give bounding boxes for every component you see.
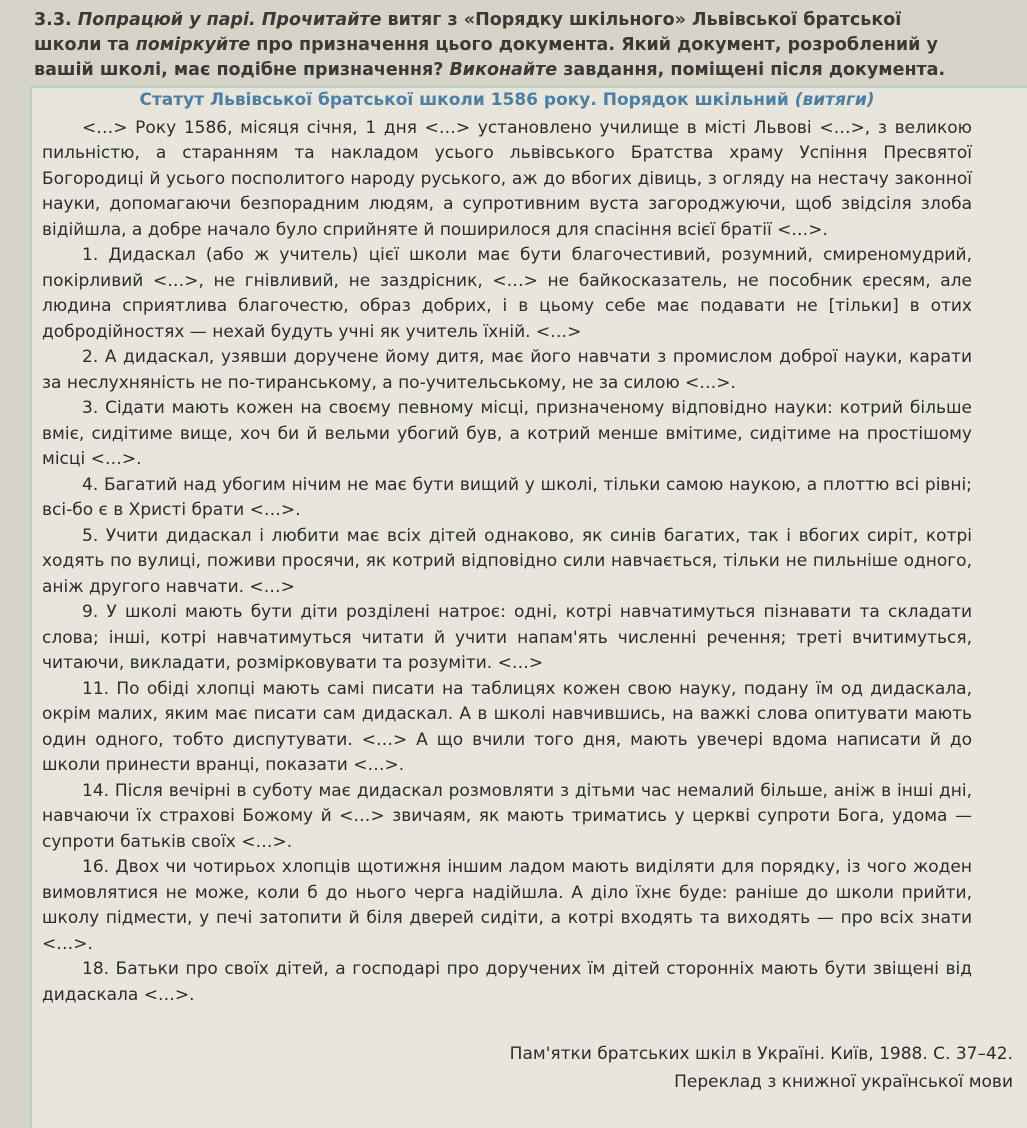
task-action-pair: Попрацюй у парі. xyxy=(77,10,256,30)
document-excerpt xyxy=(42,88,972,1008)
paragraph-rule-5: 5. Учити дидаскал і любити має всіх дітей однаково, як синів багатих, так і вбогих сиріт, котрі ходять по вулиці, поживи просячи, як котрий відповідно сили навчається, тільки не пильніше одного, аніж другого навчати. <…> xyxy=(42,525,972,597)
document-title-text: Статут Львівської братської школи 1586 року. Порядок шкільний xyxy=(139,90,789,110)
paragraph-intro: <…> Року 1586, місяця січня, 1 дня <…> установлено училище в місті Львові <…>, з великою пильністю, а старанням та накладом усього львівського Братства храму Успіння Пресвятої Богородиці й усього посполитого народу руського, аж до вбогих дівиць, з огляду на нестачу законної науки, допомагаючи безпорадним людям, а супротивним вуста загороджуючи, щоб звідсіля злоба відійшла, а добре начало було сприйняте й поширилося для спасіння всієї братії <…>. xyxy=(42,117,972,240)
document-title-note: (витяги) xyxy=(794,90,875,110)
paragraph-rule-14: 14. Після вечірні в суботу має дидаскал розмовляти з дітьми час немалий більше, аніж в інші дні, навчаючи їх страхові Божому й <…> звичаям, як мають триматись у церкві супроти Бога, удома — супроти батьків своїх <…>. xyxy=(42,780,972,852)
document-title xyxy=(42,88,972,114)
task-text-3: завдання, поміщені після документа. xyxy=(557,60,946,80)
task-action-do: Виконайте xyxy=(449,60,558,80)
paragraph-rule-18: 18. Батьки про своїх дітей, а господарі про доручених їм дітей сторонніх мають бути звіщені від дидаскала <…>. xyxy=(42,959,972,1005)
paragraph-rule-3: 3. Сідати мають кожен на своєму певному місці, призначеному відповідно науки: котрий більше вміє, сидітиме вище, хоч би й вельми убогий був, а котрий менше вмітиме, сидітиме на простішому місці <…>. xyxy=(42,398,972,469)
task-text-1: витяг з «Порядку шкільного» Львівської братської школи та xyxy=(34,10,902,55)
task-prompt xyxy=(34,8,954,83)
paragraph-rule-16: 16. Двох чи чотирьох хлопців щотижня іншим ладом мають виділяти для порядку, із чого жоден вимовлятися не може, коли б до нього черга надійшла. А діло їхнє буде: раніше до школи прийти, школу підмести, у печі затопити й біля дверей сидіти, а котрі входять та виходять — про всіх знати <…>. xyxy=(42,857,972,954)
paragraph-rule-1: 1. Дидаскал (або ж учитель) цієї школи має бути благочестивий, розумний, смиреномудрий, покірливий <…>, не гнівливий, не заздрісник, <…> не байкосказатель, не пособник єресям, але людина сприятлива благочестю, образ добрих, і в цьому себе має подавати не [тільки] в отих добродійностях — нехай будуть учні як учитель їхній. <…> xyxy=(42,245,972,342)
task-number: 3.3. xyxy=(34,10,72,30)
task-action-think: поміркуйте xyxy=(135,35,251,55)
source-reference: Пам'ятки братських шкіл в Україні. Київ, 1988. С. 37–42. xyxy=(509,1044,1013,1064)
paragraph-rule-11: 11. По обіді хлопці мають самі писати на таблицях кожен свою науку, подану їм од дидаскала, окрім малих, яким має писати сам дидаскал. А в школі навчившись, на важкі слова опитувати мають один одного, тобто диспутувати. <…> А що вчили того дня, мають увечері вдома написати й до школи принести вранці, показати <…>. xyxy=(42,678,972,775)
translation-note: Переклад з книжної української мови xyxy=(674,1072,1013,1092)
paragraph-rule-9: 9. У школі мають бути діти розділені натроє: одні, котрі навчатимуться пізнавати та складати слова; інші, котрі навчатимуться читати й учити напам'ять численні речення; треті вчитимуться, читаючи, викладати, розмірковувати та розуміти. <…> xyxy=(42,602,972,673)
task-text-2: про призначення цього документа. Який документ, розроблений у вашій школі, має подібне призначення? xyxy=(34,35,938,80)
paragraph-rule-4: 4. Багатий над убогим нічим не має бути вищий у школі, тільки самою наукою, а плоттю всі рівні; всі-бо є в Христі брати <…>. xyxy=(42,474,972,520)
task-action-read: Прочитайте xyxy=(261,10,382,30)
paragraph-rule-2: 2. А дидаскал, узявши доручене йому дитя, має його навчати з промислом доброї науки, карати за неслухняність не по-тиранському, а по-учительському, не за силою <…>. xyxy=(42,347,972,393)
source-citation xyxy=(510,1040,1013,1096)
